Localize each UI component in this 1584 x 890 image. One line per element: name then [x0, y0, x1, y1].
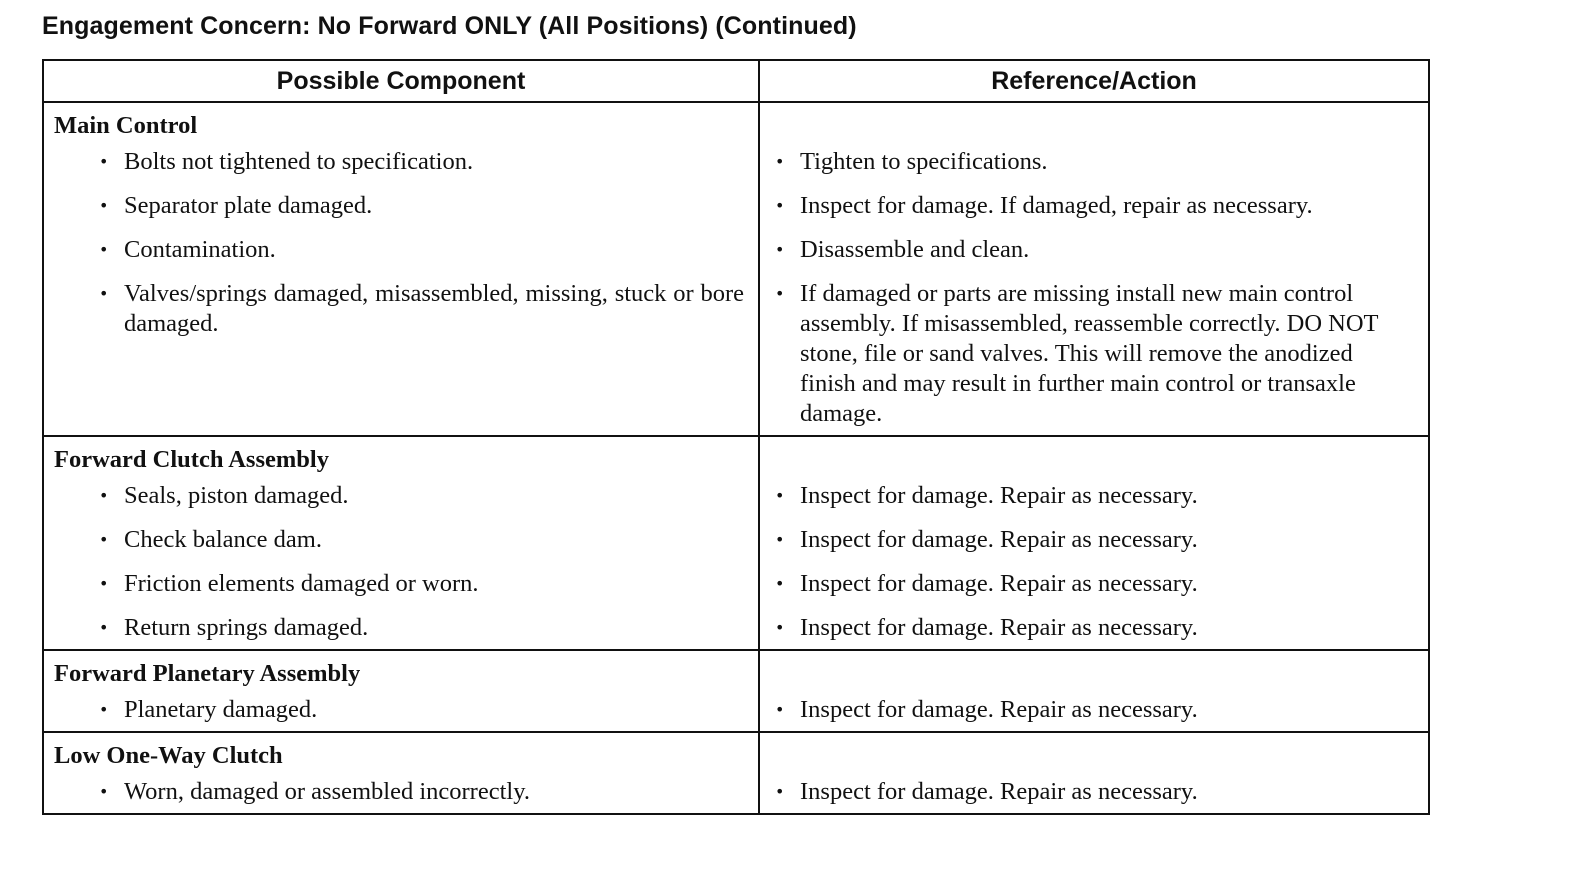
component-cell: [43, 279, 759, 436]
component-cell: [43, 191, 759, 235]
column-header-action: Reference/Action: [759, 60, 1429, 102]
table-row: [43, 191, 1429, 235]
empty-cell: [759, 650, 1429, 695]
bullet-icon: •: [775, 574, 785, 593]
empty-cell: [759, 436, 1429, 481]
header-row: [43, 60, 1429, 102]
empty-cell: [759, 732, 1429, 777]
component-text: Worn, damaged or assembled incorrectly.: [124, 778, 530, 805]
action-text: Inspect for damage. Repair as necessary.: [800, 482, 1198, 509]
bullet-icon: •: [99, 782, 109, 801]
bullet-icon: •: [775, 618, 785, 637]
section-title: Low One-Way Clutch: [43, 732, 759, 777]
action-cell: [759, 613, 1429, 650]
component-text: Separator plate damaged.: [124, 192, 373, 219]
action-text: Tighten to specifications.: [800, 148, 1048, 175]
section-header-row: [43, 732, 1429, 777]
table-row: [43, 569, 1429, 613]
bullet-icon: •: [99, 152, 109, 171]
section-title: Forward Clutch Assembly: [43, 436, 759, 481]
component-text: Bolts not tightened to specification.: [124, 148, 474, 175]
bullet-icon: •: [775, 240, 785, 259]
action-text: If damaged or parts are missing install new main control assembly. If misassembled, reassemble correctly. DO NOT stone, file or sand valves. This will remove the anodized finish and may result in further main control or transaxle damage.: [800, 280, 1379, 427]
table-row: [43, 481, 1429, 525]
bullet-icon: •: [775, 782, 785, 801]
section-header-row: [43, 436, 1429, 481]
action-text: Inspect for damage. Repair as necessary.: [800, 614, 1198, 641]
page-title: Engagement Concern: No Forward ONLY (All Positions) (Continued): [42, 12, 857, 40]
action-cell: [759, 777, 1429, 814]
action-cell: [759, 279, 1429, 436]
action-cell: [759, 147, 1429, 191]
action-text: Inspect for damage. Repair as necessary.: [800, 778, 1198, 805]
bullet-icon: •: [775, 530, 785, 549]
diagnosis-table: [42, 59, 1430, 815]
action-text: Disassemble and clean.: [800, 236, 1030, 263]
component-text: Friction elements damaged or worn.: [124, 570, 479, 597]
component-cell: [43, 613, 759, 650]
action-text: Inspect for damage. If damaged, repair as necessary.: [800, 192, 1313, 219]
component-text: Seals, piston damaged.: [124, 482, 349, 509]
bullet-icon: •: [775, 700, 785, 719]
action-text: Inspect for damage. Repair as necessary.: [800, 526, 1198, 553]
table-row: [43, 235, 1429, 279]
table-row: [43, 695, 1429, 732]
bullet-icon: •: [775, 152, 785, 171]
action-cell: [759, 235, 1429, 279]
table-row: [43, 147, 1429, 191]
empty-cell: [759, 102, 1429, 147]
action-cell: [759, 569, 1429, 613]
component-cell: [43, 777, 759, 814]
table-row: [43, 525, 1429, 569]
bullet-icon: •: [99, 530, 109, 549]
bullet-icon: •: [99, 618, 109, 637]
action-cell: [759, 481, 1429, 525]
action-cell: [759, 695, 1429, 732]
section-header-row: [43, 650, 1429, 695]
bullet-icon: •: [775, 486, 785, 505]
bullet-icon: •: [99, 240, 109, 259]
section-header-row: [43, 102, 1429, 147]
component-cell: [43, 481, 759, 525]
column-header-component: Possible Component: [43, 60, 759, 102]
bullet-icon: •: [99, 574, 109, 593]
action-text: Inspect for damage. Repair as necessary.: [800, 696, 1198, 723]
table-row: [43, 777, 1429, 814]
component-text: Valves/springs damaged, misassembled, missing, stuck or bore damaged.: [124, 280, 744, 337]
bullet-icon: •: [775, 196, 785, 215]
component-text: Contamination.: [124, 236, 276, 263]
component-text: Planetary damaged.: [124, 696, 318, 723]
section-title: Forward Planetary Assembly: [43, 650, 759, 695]
table-row: [43, 279, 1429, 436]
bullet-icon: •: [99, 196, 109, 215]
component-cell: [43, 695, 759, 732]
action-cell: [759, 191, 1429, 235]
table-row: [43, 613, 1429, 650]
action-cell: [759, 525, 1429, 569]
component-cell: [43, 525, 759, 569]
action-text: Inspect for damage. Repair as necessary.: [800, 570, 1198, 597]
component-cell: [43, 569, 759, 613]
bullet-icon: •: [99, 284, 109, 303]
bullet-icon: •: [99, 486, 109, 505]
component-text: Check balance dam.: [124, 526, 322, 553]
section-title: Main Control: [43, 102, 759, 147]
bullet-icon: •: [775, 284, 785, 303]
component-cell: [43, 147, 759, 191]
component-cell: [43, 235, 759, 279]
component-text: Return springs damaged.: [124, 614, 369, 641]
bullet-icon: •: [99, 700, 109, 719]
